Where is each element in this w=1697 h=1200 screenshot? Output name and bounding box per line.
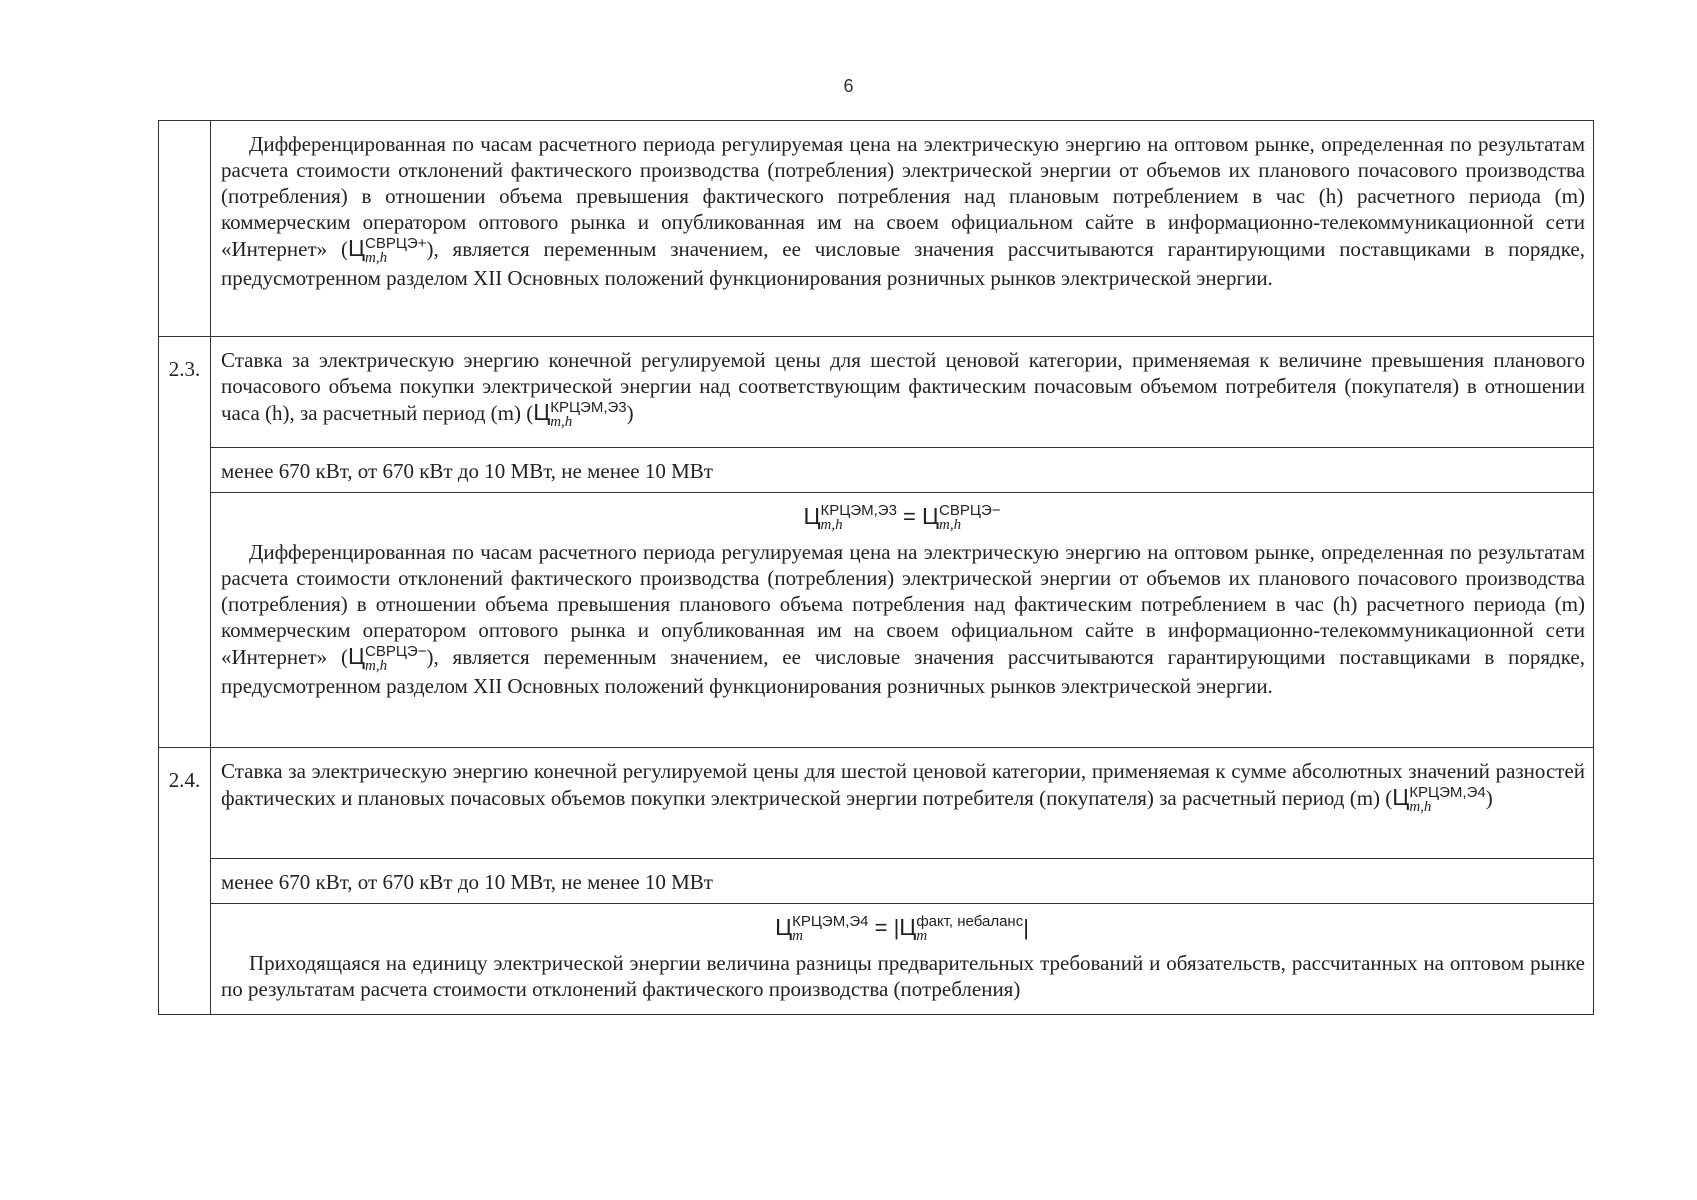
price-symbol: Ц bbox=[347, 235, 365, 261]
price-subscript: m,h bbox=[364, 658, 388, 675]
row-number-2-3: 2.3. bbox=[159, 337, 211, 748]
formula-left-symbol: Ц bbox=[775, 914, 793, 940]
capacity-cell bbox=[211, 859, 1594, 904]
formula-left-sub: m bbox=[792, 928, 803, 945]
desc-text-after: ), является переменным значением, ее числовые значения рассчитываются гарантирующими поставщиками в порядке, предусмотренном разделом XII Основных положений функционирования розничных рынков электрической энергии. bbox=[221, 237, 1585, 291]
price-superscript: СВРЦЭ− bbox=[364, 643, 427, 661]
table-row-2-4-formula bbox=[159, 904, 1594, 1015]
rate-title-text: Ставка за электрическую энергию конечной регулируемой цены для шестой ценовой категории, применяемая к сумме абсолютных значений разностей фактических и плановых почасовых объемов покупки электрической энергии потребителя (покупателя) за расчетный период (m) ( bbox=[221, 759, 1585, 810]
description-cell bbox=[211, 121, 1594, 337]
price-symbol: Ц bbox=[1392, 784, 1410, 810]
formula-left-sup: КРЦЭМ,Э4 bbox=[792, 913, 869, 931]
table-row-2-3-formula bbox=[159, 493, 1594, 748]
table-row-2-3-capacity bbox=[159, 448, 1594, 493]
price-subscript: m,h bbox=[364, 250, 388, 267]
price-subscript: m,h bbox=[1409, 799, 1432, 816]
formula-right-symbol: Ц bbox=[922, 503, 940, 529]
formula-left-sub: m,h bbox=[820, 517, 843, 534]
capacity-cell bbox=[211, 448, 1594, 493]
formula-right-indices bbox=[916, 915, 1023, 943]
price-indices bbox=[365, 237, 426, 265]
price-indices bbox=[1409, 786, 1485, 814]
price-indices bbox=[365, 645, 426, 673]
rate-title bbox=[211, 748, 1593, 858]
page-number: 6 bbox=[843, 76, 854, 96]
rate-title-cell bbox=[211, 748, 1594, 859]
formula-left-sup: КРЦЭМ,Э3 bbox=[820, 502, 897, 520]
price-symbol: Ц bbox=[533, 399, 551, 425]
price-superscript: КРЦЭМ,Э4 bbox=[1409, 784, 1486, 802]
formula-cell bbox=[211, 493, 1594, 748]
formula-desc-before: Дифференцированная по часам расчетного периода регулируемая цена на электрическую энергию на оптовом рынке, определенная по результатам расчета стоимости отклонений фактического производства (потребления) электрической энергии от объемов их планового почасового производства (потребления) в отношении объема превышения планового объема потребления над фактическим потреблением в час (h) расчетного периода (m) коммерческим оператором оптового рынка и опубликованная им на своем официальном сайте в информационно-телекоммуникационной сети «Интернет» ( bbox=[221, 540, 1585, 669]
formula-left-indices bbox=[792, 915, 868, 943]
rate-title-cell bbox=[211, 337, 1594, 448]
price-indices bbox=[550, 401, 626, 429]
formula-desc-after: ), является переменным значением, ее числовые значения рассчитываются гарантирующими поставщиками в порядке, предусмотренном разделом XII Основных положений функционирования розничных рынков электрической энергии. bbox=[221, 645, 1585, 699]
tariff-table bbox=[158, 120, 1594, 1015]
desc-text-before: Дифференцированная по часам расчетного периода регулируемая цена на электрическую энергию на оптовом рынке, определенная по результатам расчета стоимости отклонений фактического производства (потребления) электрической энергии от объемов их планового почасового производства (потребления) в отношении объема превышения фактического потребления над плановым потреблением в час (h) расчетного периода (m) коммерческим оператором оптового рынка и опубликованная им на своем официальном сайте в информационно-телекоммуникационной сети «Интернет» ( bbox=[221, 132, 1585, 261]
row-number-2-4: 2.4. bbox=[159, 748, 211, 1015]
formula-left-symbol: Ц bbox=[803, 503, 821, 529]
formula-description bbox=[211, 948, 1593, 1014]
price-subscript: m,h bbox=[550, 414, 573, 431]
capacity-text: менее 670 кВт, от 670 кВт до 10 МВт, не менее 10 МВт bbox=[221, 459, 713, 483]
formula-right-sub: m bbox=[916, 928, 928, 945]
rate-title-text: Ставка за электрическую энергию конечной регулируемой цены для шестой ценовой категории, применяемая к величине превышения планового почасового объема покупки электрической энергии над соответствующим фактическим почасовым объемом потребителя (покупателя) в отношении часа (h), за расчетный период (m) ( bbox=[221, 348, 1585, 425]
formula-right-sup: СВРЦЭ− bbox=[939, 502, 1001, 520]
formula-right-symbol: Ц bbox=[899, 914, 917, 940]
formula-right-sub: m,h bbox=[939, 517, 962, 534]
formula-cell bbox=[211, 904, 1594, 1015]
table-row-2-4-capacity bbox=[159, 859, 1594, 904]
price-symbol: Ц bbox=[347, 643, 365, 669]
description-paragraph bbox=[211, 121, 1593, 336]
price-superscript: СВРЦЭ+ bbox=[364, 235, 427, 253]
formula-equals: = bbox=[903, 504, 916, 529]
rate-title-close: ) bbox=[1485, 786, 1493, 810]
formula-abs-close: | bbox=[1023, 915, 1029, 940]
formula bbox=[211, 493, 1593, 537]
formula-equals: = | bbox=[874, 915, 900, 940]
formula-desc: Приходящаяся на единицу электрической энергии величина разницы предварительных требований и обязательств, рассчитанных на оптовом рынке по результатам расчета стоимости отклонений фактического производства (потребления) bbox=[221, 951, 1585, 1001]
rate-title bbox=[211, 337, 1593, 447]
price-superscript: КРЦЭМ,Э3 bbox=[550, 399, 627, 417]
formula bbox=[211, 904, 1593, 948]
capacity-text: менее 670 кВт, от 670 кВт до 10 МВт, не менее 10 МВт bbox=[221, 870, 713, 894]
row-number-cell bbox=[159, 121, 211, 337]
table-row-continuation bbox=[159, 121, 1594, 337]
rate-title-close: ) bbox=[626, 401, 634, 425]
formula-left-indices bbox=[821, 504, 897, 532]
table-row-2-4 bbox=[159, 748, 1594, 859]
table-row-2-3 bbox=[159, 337, 1594, 448]
formula-right-sup: факт, небаланс bbox=[916, 913, 1024, 931]
formula-right-indices bbox=[939, 504, 1000, 532]
formula-description bbox=[211, 537, 1593, 747]
